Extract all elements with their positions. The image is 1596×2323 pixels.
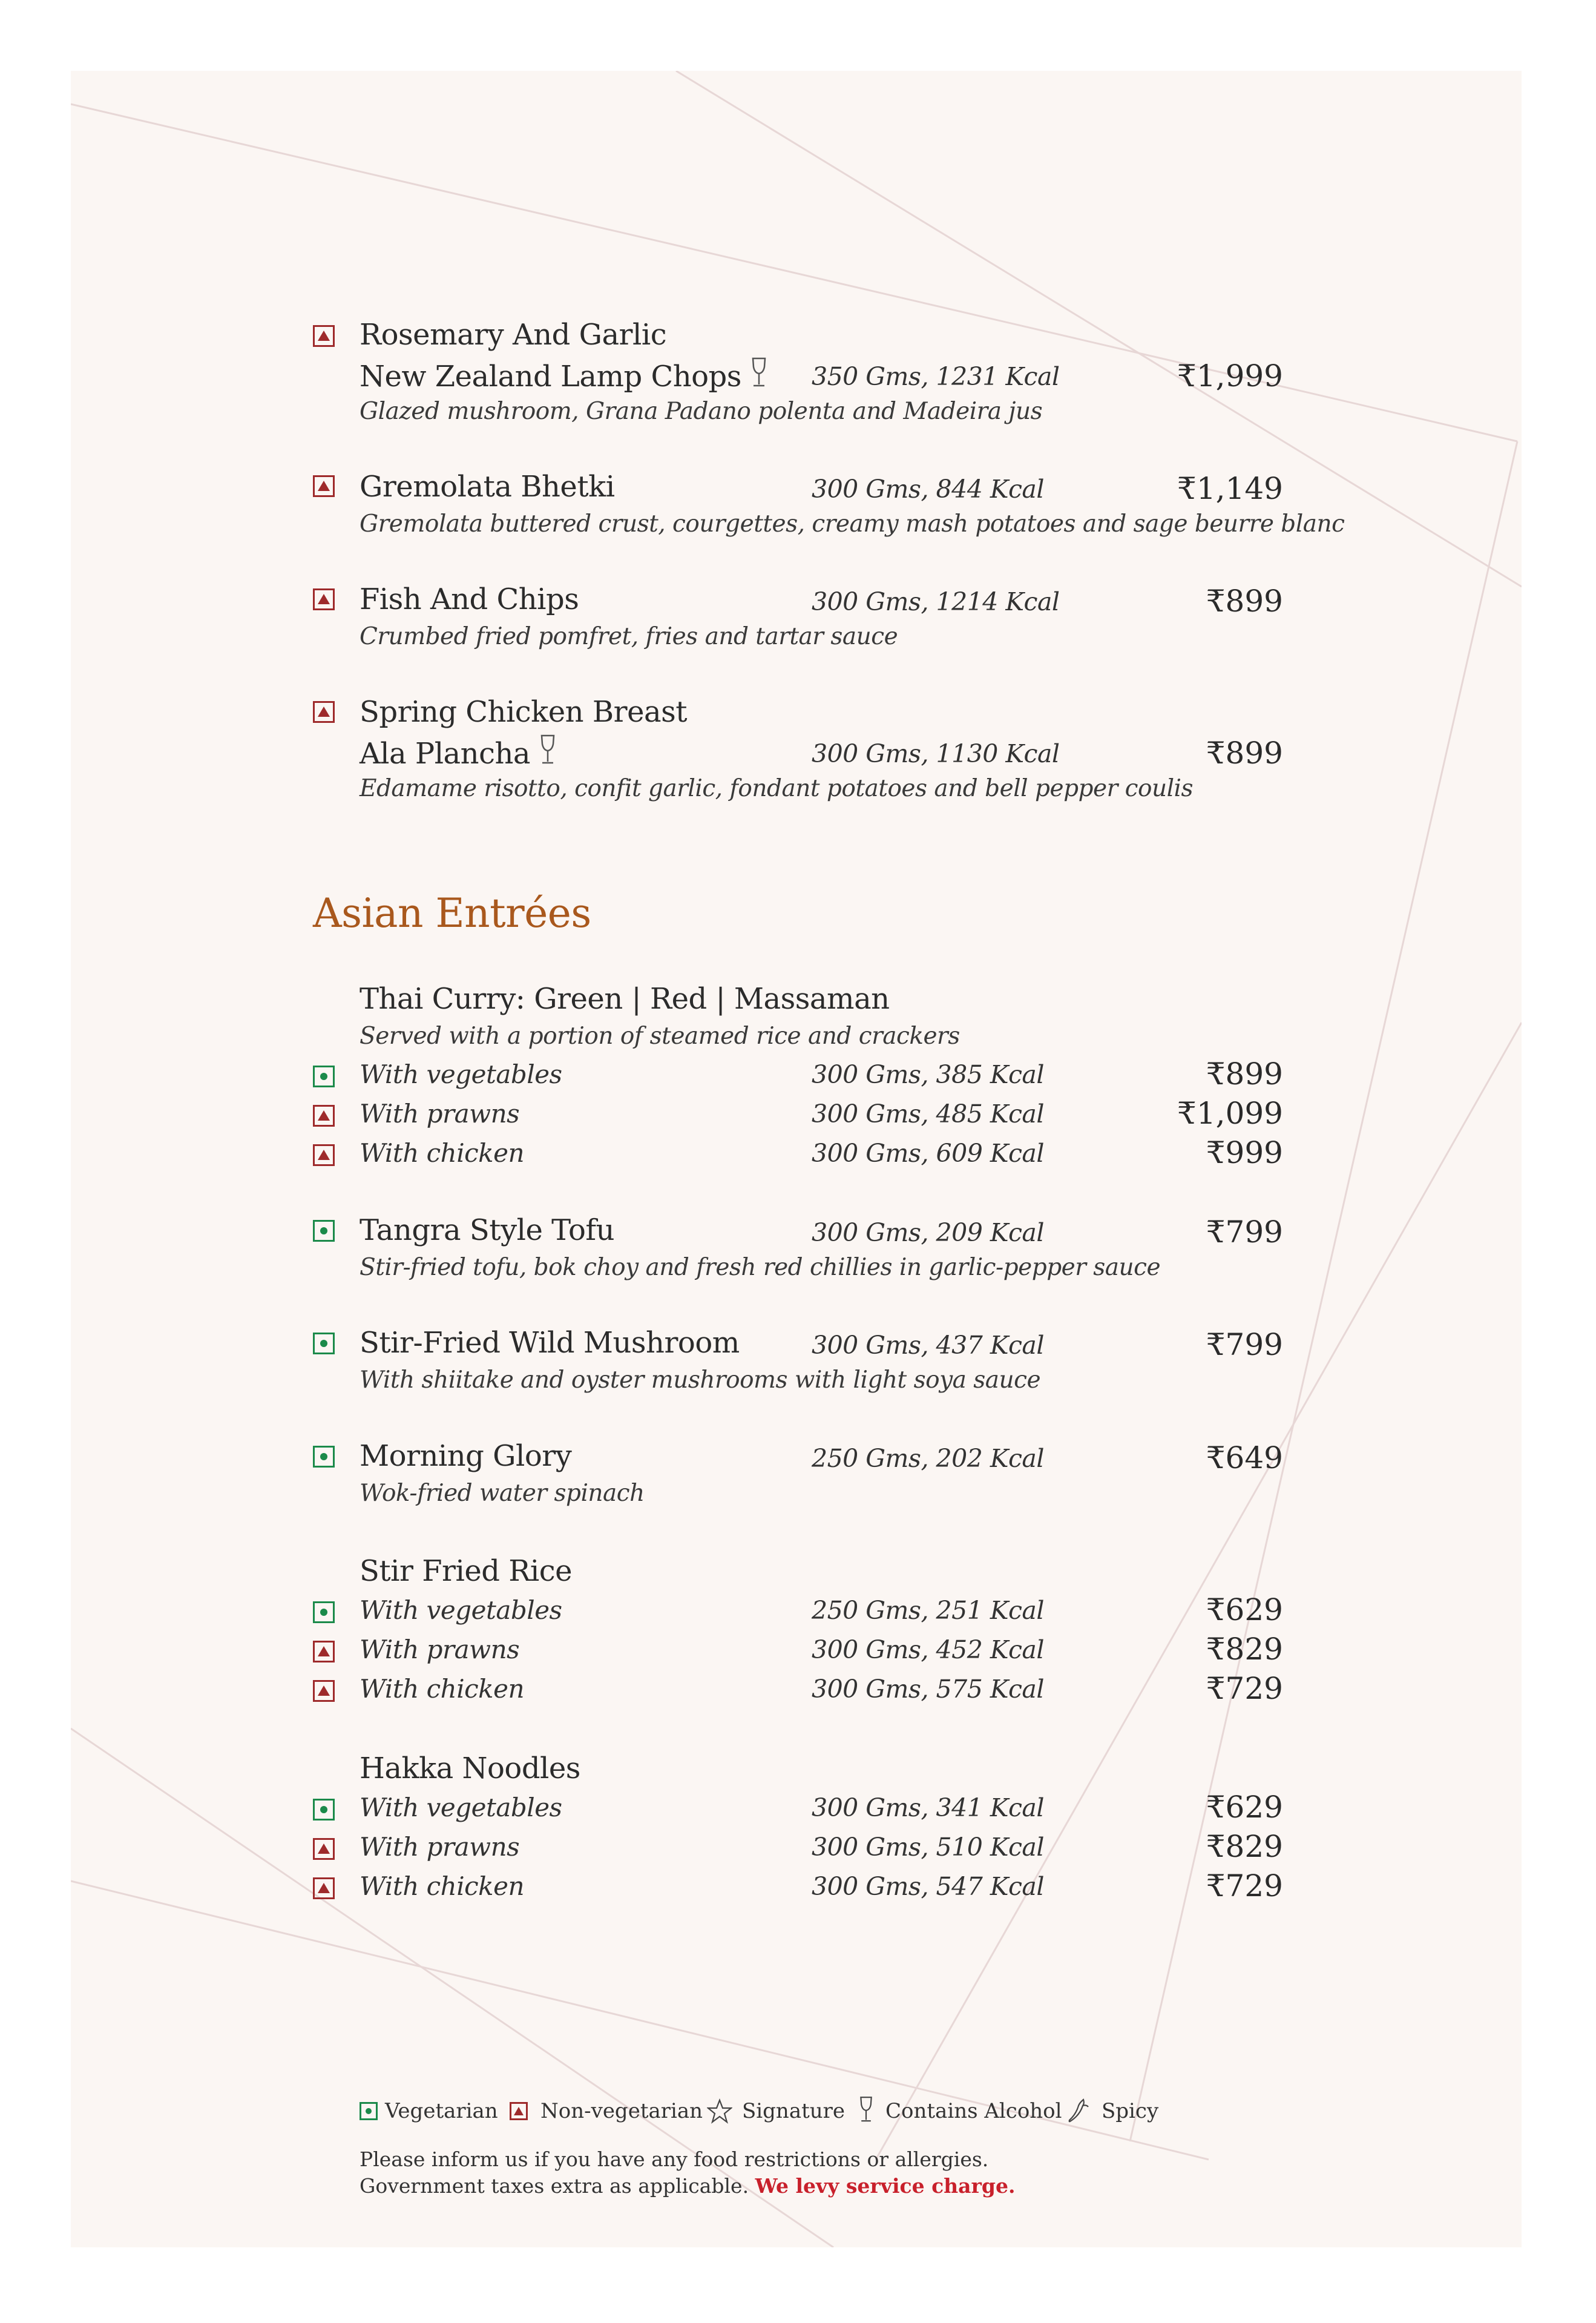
veg-marker	[313, 1333, 335, 1354]
item-weight-calories: 300 Gms, 510 Kcal	[812, 1833, 1044, 1862]
item-name: Stir Fried Rice	[360, 1554, 572, 1588]
legend-label-spicy: Spicy	[1102, 2099, 1159, 2123]
item-weight-calories: 250 Gms, 202 Kcal	[812, 1444, 1044, 1473]
non-veg-marker	[313, 1641, 335, 1662]
item-price: ₹1,999	[1177, 358, 1283, 394]
item-name: Fish And Chips	[360, 582, 579, 616]
veg-marker	[313, 1220, 335, 1242]
item-price: ₹729	[1206, 1868, 1283, 1903]
non-veg-marker	[313, 1105, 335, 1127]
item-weight-calories: 350 Gms, 1231 Kcal	[812, 362, 1060, 391]
item-weight-calories: 300 Gms, 485 Kcal	[812, 1099, 1044, 1129]
item-price: ₹829	[1206, 1632, 1283, 1667]
item-description: Stir-fried tofu, bok choy and fresh red chillies in garlic-pepper sauce	[360, 1254, 1161, 1281]
item-price: ₹899	[1206, 1056, 1283, 1092]
wine-glass-icon	[858, 2095, 874, 2125]
item-description: Edamame risotto, confit garlic, fondant potatoes and bell pepper coulis	[360, 775, 1194, 802]
item-price: ₹899	[1206, 736, 1283, 771]
item-description: With shiitake and oyster mushrooms with light soya sauce	[360, 1366, 1041, 1394]
item-weight-calories: 300 Gms, 575 Kcal	[812, 1675, 1044, 1704]
veg-marker	[360, 2102, 378, 2120]
item-price: ₹629	[1206, 1592, 1283, 1627]
option-label: With chicken	[360, 1674, 525, 1704]
veg-marker	[313, 1066, 335, 1087]
non-veg-marker	[313, 1838, 335, 1860]
legend-label-vegetarian: Vegetarian	[385, 2099, 498, 2123]
item-weight-calories: 300 Gms, 1130 Kcal	[812, 739, 1060, 768]
legend-label-contains-alcohol: Contains Alcohol	[885, 2099, 1062, 2123]
non-veg-marker	[313, 1144, 335, 1166]
service-charge-note: We levy service charge.	[755, 2174, 1016, 2198]
item-name: Gremolata Bhetki	[360, 470, 615, 504]
section-title: Asian Entrées	[313, 890, 591, 937]
item-name: Stir-Fried Wild Mushroom	[360, 1326, 740, 1360]
item-name: Morning Glory	[360, 1439, 572, 1473]
item-description: Wok-fried water spinach	[360, 1480, 645, 1507]
non-veg-marker	[313, 701, 335, 723]
item-price: ₹799	[1206, 1214, 1283, 1250]
non-veg-marker	[313, 1680, 335, 1702]
item-name: Rosemary And Garlic	[360, 318, 667, 352]
wine-glass-icon	[539, 734, 557, 766]
item-name: New Zealand Lamp Chops	[360, 357, 768, 394]
item-weight-calories: 300 Gms, 452 Kcal	[812, 1635, 1044, 1664]
item-name: Ala Plancha	[360, 734, 557, 771]
item-weight-calories: 300 Gms, 385 Kcal	[812, 1060, 1044, 1089]
non-veg-marker	[313, 475, 335, 497]
item-weight-calories: 300 Gms, 547 Kcal	[812, 1872, 1044, 1901]
item-weight-calories: 250 Gms, 251 Kcal	[812, 1596, 1044, 1625]
non-veg-marker	[313, 1877, 335, 1899]
item-name: Thai Curry: Green | Red | Massaman	[360, 982, 890, 1016]
item-price: ₹799	[1206, 1327, 1283, 1362]
veg-marker	[313, 1601, 335, 1623]
option-label: With vegetables	[360, 1793, 562, 1822]
item-description: Served with a portion of steamed rice and crackers	[360, 1023, 960, 1050]
item-name: Hakka Noodles	[360, 1751, 580, 1785]
item-price: ₹899	[1206, 584, 1283, 619]
veg-marker	[313, 1799, 335, 1821]
option-label: With chicken	[360, 1871, 525, 1901]
option-label: With chicken	[360, 1138, 525, 1168]
option-label: With vegetables	[360, 1059, 562, 1089]
item-price: ₹829	[1206, 1829, 1283, 1864]
veg-marker	[313, 1446, 335, 1468]
option-label: With prawns	[360, 1099, 520, 1129]
option-label: With prawns	[360, 1832, 520, 1862]
item-price: ₹1,099	[1177, 1096, 1283, 1131]
chilli-icon	[1066, 2097, 1091, 2124]
item-weight-calories: 300 Gms, 209 Kcal	[812, 1218, 1044, 1247]
option-label: With vegetables	[360, 1595, 562, 1625]
item-weight-calories: 300 Gms, 341 Kcal	[812, 1793, 1044, 1822]
non-veg-marker	[313, 325, 335, 347]
legend-label-signature: Signature	[742, 2099, 846, 2123]
item-price: ₹1,149	[1177, 471, 1283, 506]
item-price: ₹729	[1206, 1671, 1283, 1706]
wine-glass-icon	[750, 357, 768, 389]
item-weight-calories: 300 Gms, 1214 Kcal	[812, 587, 1060, 616]
star-icon	[707, 2098, 732, 2124]
non-veg-marker	[313, 588, 335, 610]
item-weight-calories: 300 Gms, 437 Kcal	[812, 1331, 1044, 1360]
allergy-note: Please inform us if you have any food restrictions or allergies.	[360, 2147, 989, 2171]
item-name: Tangra Style Tofu	[360, 1213, 615, 1247]
item-description: Glazed mushroom, Grana Padano polenta and Madeira jus	[360, 398, 1043, 425]
item-price: ₹999	[1206, 1135, 1283, 1170]
option-label: With prawns	[360, 1635, 520, 1664]
item-price: ₹649	[1206, 1440, 1283, 1475]
tax-note: Government taxes extra as applicable. We levy service charge.	[360, 2174, 1016, 2198]
item-weight-calories: 300 Gms, 844 Kcal	[812, 475, 1044, 504]
item-name: Spring Chicken Breast	[360, 695, 688, 729]
non-veg-marker	[510, 2102, 528, 2120]
legend-label-non-vegetarian: Non-vegetarian	[540, 2099, 703, 2123]
item-description: Crumbed fried pomfret, fries and tartar sauce	[360, 623, 898, 650]
item-description: Gremolata buttered crust, courgettes, creamy mash potatoes and sage beurre blanc	[360, 510, 1345, 538]
item-price: ₹629	[1206, 1790, 1283, 1825]
item-weight-calories: 300 Gms, 609 Kcal	[812, 1139, 1044, 1168]
